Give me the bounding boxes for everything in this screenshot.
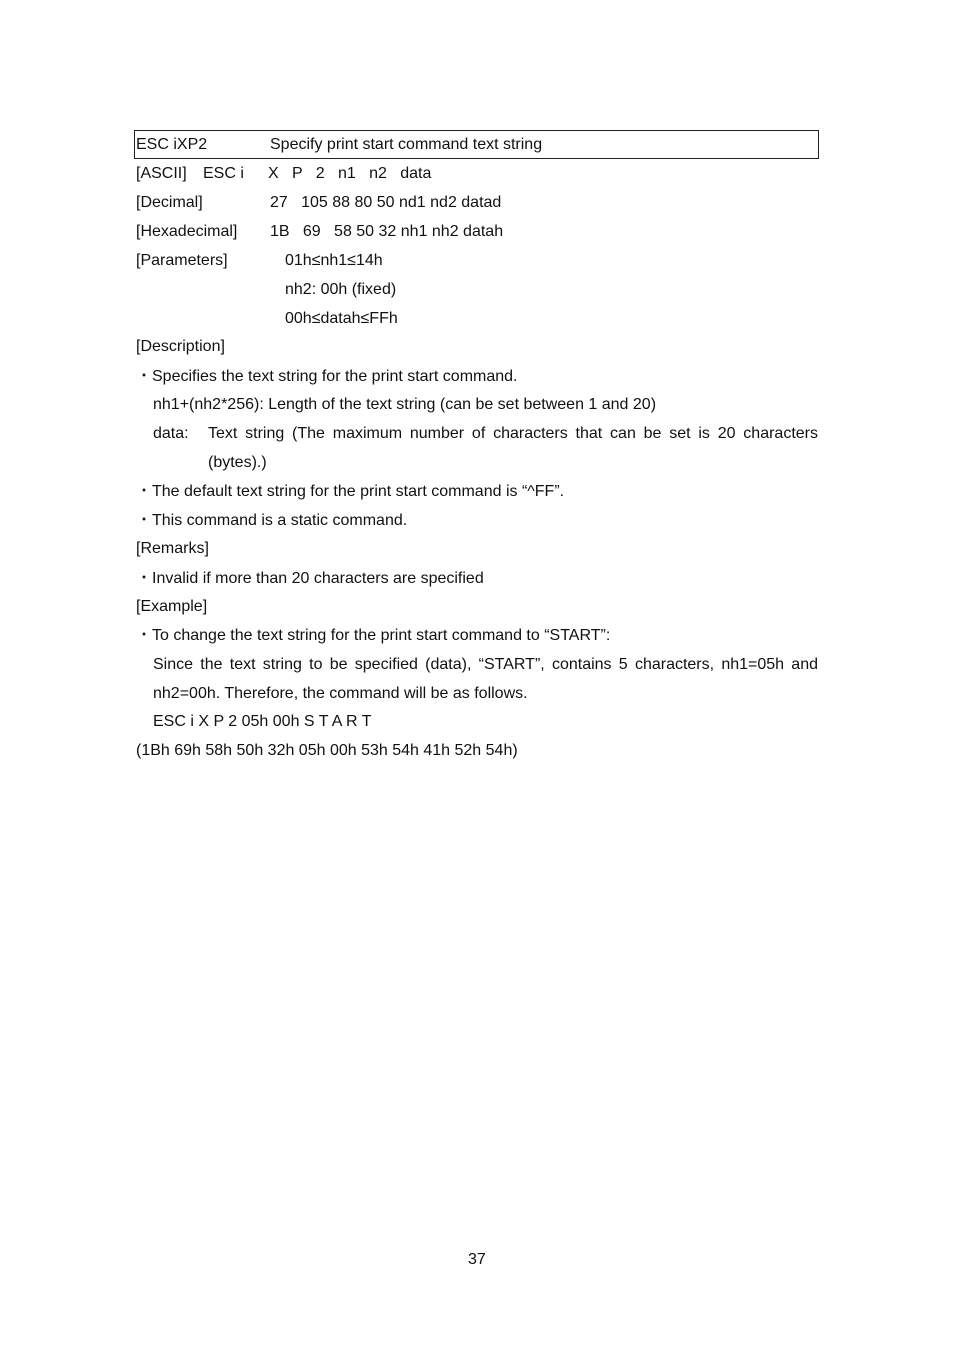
description-bullet: ・The default text string for the print start command is “^FF”. [136,483,565,500]
data-text-line-1: Text string (The maximum number of characters that can be set is 20 characters [208,425,818,442]
example-hex: (1Bh 69h 58h 50h 32h 05h 00h 53h 54h 41h 52h 54h) [136,742,518,759]
example-line: Since the text string to be specified (data), “START”, contains 5 characters, nh1=05h and [153,656,818,673]
parameters-label: [Parameters] [136,252,228,269]
example-bullet: ・To change the text string for the print start command to “START”: [136,627,611,644]
length-line: nh1+(nh2*256): Length of the text string (can be set between 1 and 20) [153,396,657,413]
decimal-label: [Decimal] [136,194,203,211]
ascii-value: X P 2 n1 n2 data [268,165,432,182]
parameter-item: nh2: 00h (fixed) [285,281,397,298]
hex-label: [Hexadecimal] [136,223,238,240]
parameter-item: 01h≤nh1≤14h [285,252,383,269]
remarks-bullet: ・Invalid if more than 20 characters are specified [136,570,484,587]
decimal-value: 27 105 88 80 50 nd1 nd2 datad [270,194,502,211]
page-number: 37 [468,1251,486,1268]
data-label: data: [153,425,189,442]
description-bullet: ・This command is a static command. [136,512,408,529]
example-label: [Example] [136,598,208,615]
hex-value: 1B 69 58 50 32 nh1 nh2 datah [270,223,504,240]
remarks-label: [Remarks] [136,540,209,557]
command-name: ESC iXP2 [136,136,208,153]
example-line: nh2=00h. Therefore, the command will be as follows. [153,685,528,702]
parameter-item: 00h≤datah≤FFh [285,310,398,327]
description-bullet: ・Specifies the text string for the print start command. [136,368,518,385]
command-title: Specify print start command text string [270,136,543,153]
example-command: ESC i X P 2 05h 00h S T A R T [153,713,372,730]
ascii-esc: ESC i [203,165,244,182]
ascii-label: [ASCII] [136,165,187,182]
data-text-line-2: (bytes).) [208,454,267,471]
description-label: [Description] [136,338,225,355]
